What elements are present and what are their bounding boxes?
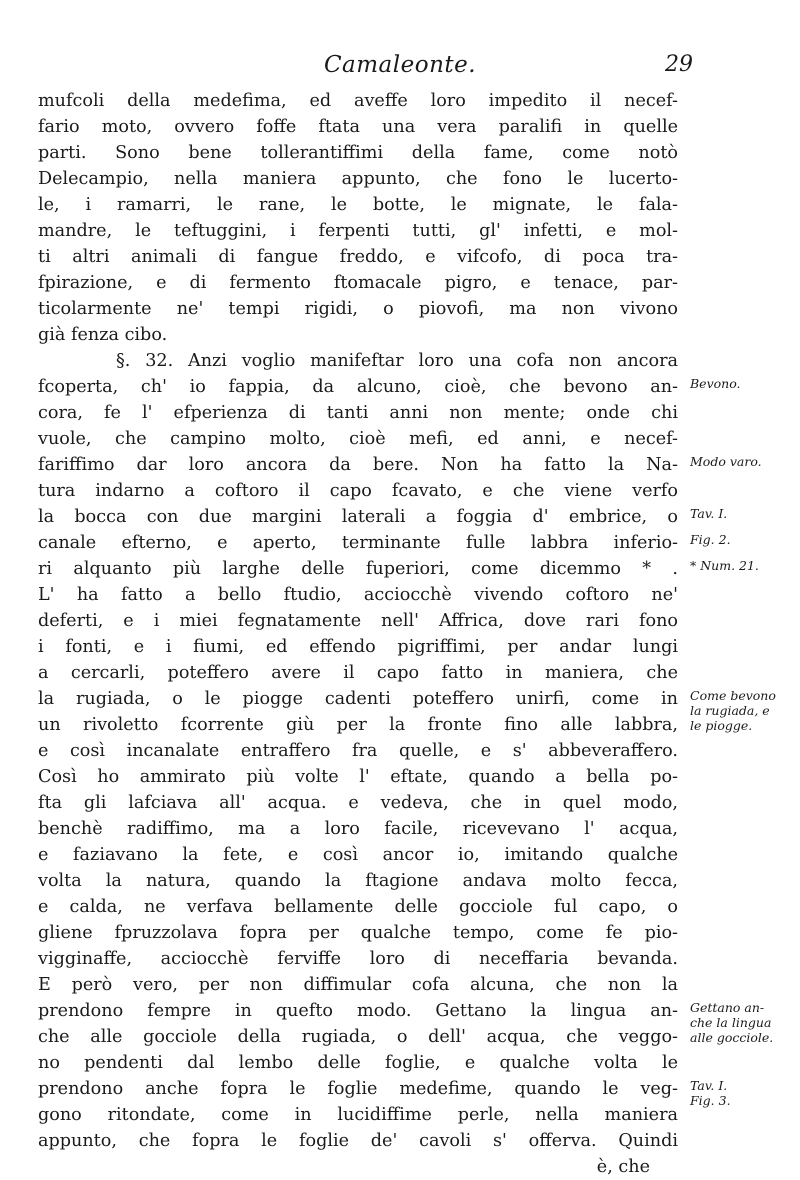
margin-note-line: le piogge. [690,718,753,733]
text-line: a cercarli, poteffero avere il capo fatto in maniera, che [38,663,678,683]
text-line: §. 32. Anzi voglio manifeftar loro una cofa non ancora [116,351,678,371]
margin-note-line: Come bevono [690,688,776,703]
margin-note [690,1000,773,1045]
text-line: e così incanalate entraffero fra quelle, e s' abbeveraffero. [38,741,678,761]
text-line: e faziavano la fete, e così ancor io, imitando qualche [38,845,678,865]
margin-note-line: Tav. I. [690,1078,728,1093]
margin-note-line: che la lingua [690,1015,772,1030]
text-line: ri alquanto più larghe delle fuperiori, come dicemmo * . [38,559,678,579]
text-line: già fenza cibo. [38,325,168,345]
margin-note-line: Gettano an- [690,1000,765,1015]
text-line: no pendenti dal lembo delle foglie, e qualche volta le [38,1053,678,1073]
text-line: vigginaffe, acciocchè ferviffe loro di neceffaria bevanda. [38,949,678,969]
text-line: prendono fempre in quefto modo. Gettano la lingua an- [38,1001,678,1021]
text-line: e calda, ne verfava bellamente delle gocciole ful capo, o [38,897,678,917]
text-line: ticolarmente ne' tempi rigidi, o piovofi, ma non vivono [38,299,678,319]
text-line: un rivoletto fcorrente giù per la fronte fino alle labbra, [38,715,678,735]
text-line: tura indarno a coftoro il capo fcavato, e che viene verfo [38,481,678,501]
text-line: prendono anche fopra le foglie medefime, quando le veg- [38,1079,678,1099]
text-line: cora, fe l' efperienza di tanti anni non mente; onde chi [38,403,678,423]
page-number: 29 [665,52,693,77]
margin-note-line: Fig. 2. [690,532,731,547]
text-line: fariffimo dar loro ancora da bere. Non ha fatto la Na- [38,455,678,475]
margin-note-line: alle gocciole. [690,1030,774,1045]
text-line: parti. Sono bene tollerantiffimi della fame, come notò [38,143,678,163]
margin-note [690,454,762,469]
margin-note-line: * Num. 21. [690,558,759,573]
margin-note [690,376,741,391]
text-line: canale efterno, e aperto, terminante fulle labbra inferio- [38,533,678,553]
text-line: le, i ramarri, le rane, le botte, le mignate, le fala- [38,195,678,215]
text-line: benchè radiffimo, ma a loro facile, ricevevano l' acqua, [38,819,678,839]
text-line: la bocca con due margini laterali a foggia d' embrice, o [38,507,678,527]
text-line: Così ho ammirato più volte l' eftate, quando a bella po- [38,767,678,787]
text-line: gono ritondate, come in lucidiffime perle, nella maniera [38,1105,678,1125]
text-line: ti altri animali di fangue freddo, e vifcofo, di poca tra- [38,247,678,267]
margin-note [690,688,776,733]
text-line: la rugiada, o le piogge cadenti poteffero unirfi, come in [38,689,678,709]
text-line: è, che [596,1157,650,1177]
text-line: volta la natura, quando la ftagione andava molto fecca, [38,871,678,891]
running-head [0,52,800,82]
text-line: fta gli lafciava all' acqua. e vedeva, che in quel modo, [38,793,678,813]
text-line: che alle gocciole della rugiada, o dell' acqua, che veggo- [38,1027,678,1047]
margin-note-line: Bevono. [690,376,741,391]
running-title: Camaleonte. [323,52,477,78]
text-line: gliene fpruzzolava fopra per qualche tempo, come fe pio- [38,923,678,943]
margin-note [690,1078,731,1108]
margin-note [690,558,759,573]
text-line: mandre, le teftuggini, i ferpenti tutti, gl' infetti, e mol- [38,221,678,241]
text-line: fario moto, ovvero foffe ftata una vera paralifi in quelle [38,117,678,137]
text-line: E però vero, per non diffimular cofa alcuna, che non la [38,975,678,995]
text-line: i fonti, e i fiumi, ed effendo pigriffimi, per andar lungi [38,637,678,657]
margin-note-line: Modo varo. [690,454,762,469]
text-line: L' ha fatto a bello ftudio, acciocchè vivendo coftoro ne' [38,585,678,605]
body-text [38,88,678,1180]
margin-note [690,532,731,547]
text-line: deferti, e i miei fegnatamente nell' Affrica, dove rari fono [38,611,678,631]
text-line: appunto, che fopra le foglie de' cavoli s' offerva. Quindi [38,1131,678,1151]
text-line: mufcoli della medefima, ed aveffe loro impedito il necef- [38,91,678,111]
text-line: Delecampio, nella maniera appunto, che fono le lucerto- [38,169,678,189]
margin-note-line: Tav. I. [690,506,728,521]
text-line: fpirazione, e di fermento ftomacale pigro, e tenace, par- [38,273,678,293]
text-line: fcoperta, ch' io fappia, da alcuno, cioè, che bevono an- [38,377,678,397]
margin-note [690,506,727,521]
margin-note-line: Fig. 3. [690,1093,731,1108]
text-line: vuole, che campino molto, cioè mefi, ed anni, e necef- [38,429,678,449]
margin-note-line: la rugiada, e [690,703,770,718]
